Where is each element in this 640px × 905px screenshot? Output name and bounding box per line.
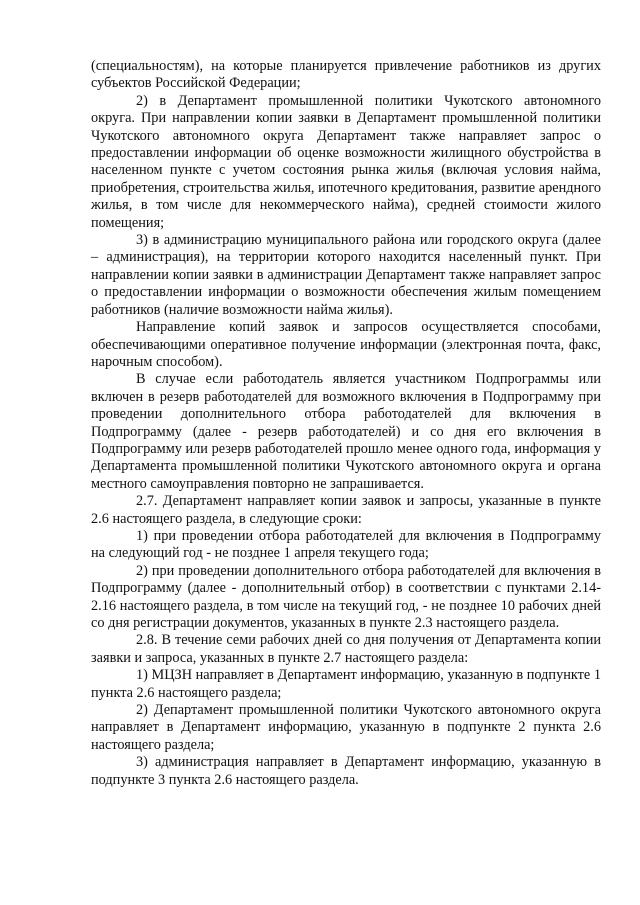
paragraph-section-2-7: 2.7. Департамент направляет копии заявок и запросы, указанные в пункте 2.6 настоящего раздела, в следующие сроки: — [91, 493, 601, 527]
paragraph-employer-participant: В случае если работодатель является участником Подпрограммы или включен в резерв работодателей для возможного включения в Подпрограмму при проведении дополнительного отбора работодателей для включения в Подпрограмму (далее - резерв работодателей) и со дня его включения в Подпрограмму или резерв работодателей прошло менее одного года, информация у Департамента промышленной политики Чукотского автономного округа и органа местного самоуправления повторно не запрашивается. — [91, 371, 601, 492]
paragraph-continuation: (специальностям), на которые планируется привлечение работников из других субъектов Российской Федерации; — [91, 58, 601, 92]
paragraph-item-3-administration: 3) в администрацию муниципального района или городского округа (далее – администрация), на территории которого находится населенный пункт. При направлении копии заявки в администрации Департамент также направляет запрос о предоставлении информации о возможности обеспечения жилым помещением работников (наличие возможности найма жилья). — [91, 232, 601, 318]
paragraph-2-8-item-2: 2) Департамент промышленной политики Чукотского автономного округа направляет в Департамент информацию, указанную в подпункте 2 пункта 2.6 настоящего раздела; — [91, 702, 601, 753]
paragraph-2-8-item-3: 3) администрация направляет в Департамент информацию, указанную в подпункте 3 пункта 2.6 настоящего раздела. — [91, 754, 601, 788]
paragraph-sending-methods: Направление копий заявок и запросов осуществляется способами, обеспечивающими оперативное получение информации (электронная почта, факс, нарочным способом). — [91, 319, 601, 370]
paragraph-2-7-item-1: 1) при проведении отбора работодателей для включения в Подпрограмму на следующий год - не позднее 1 апреля текущего года; — [91, 527, 601, 562]
document-page — [91, 58, 601, 789]
paragraph-2-7-item-2: 2) при проведении дополнительного отбора работодателей для включения в Подпрограмму (далее - дополнительный отбор) в соответствии с пунктами 2.14-2.16 настоящего раздела, в том числе на текущий год, - не позднее 10 рабочих дней со дня регистрации документов, указанных в пункте 2.3 настоящего раздела. — [91, 562, 601, 631]
paragraph-section-2-8: 2.8. В течение семи рабочих дней со дня получения от Департамента копии заявки и запроса, указанных в пункте 2.7 настоящего раздела: — [91, 632, 601, 666]
paragraph-2-8-item-1: 1) МЦЗН направляет в Департамент информацию, указанную в подпункте 1 пункта 2.6 настоящего раздела; — [91, 667, 601, 701]
paragraph-item-2-department-industry: 2) в Департамент промышленной политики Чукотского автономного округа. При направлении копии заявки в Департамент промышленной политики Чукотского автономного округа Департамент также направляет запрос о предоставлении информации об оценке возможности жилищного обустройства в населенном пункте с учетом состояния рынка жилья (включая условия найма, приобретения, строительства жилья, ипотечного кредитования, развитие арендного жилья, в том числе для некоммерческого найма), средней стоимости жилого помещения; — [91, 92, 601, 231]
